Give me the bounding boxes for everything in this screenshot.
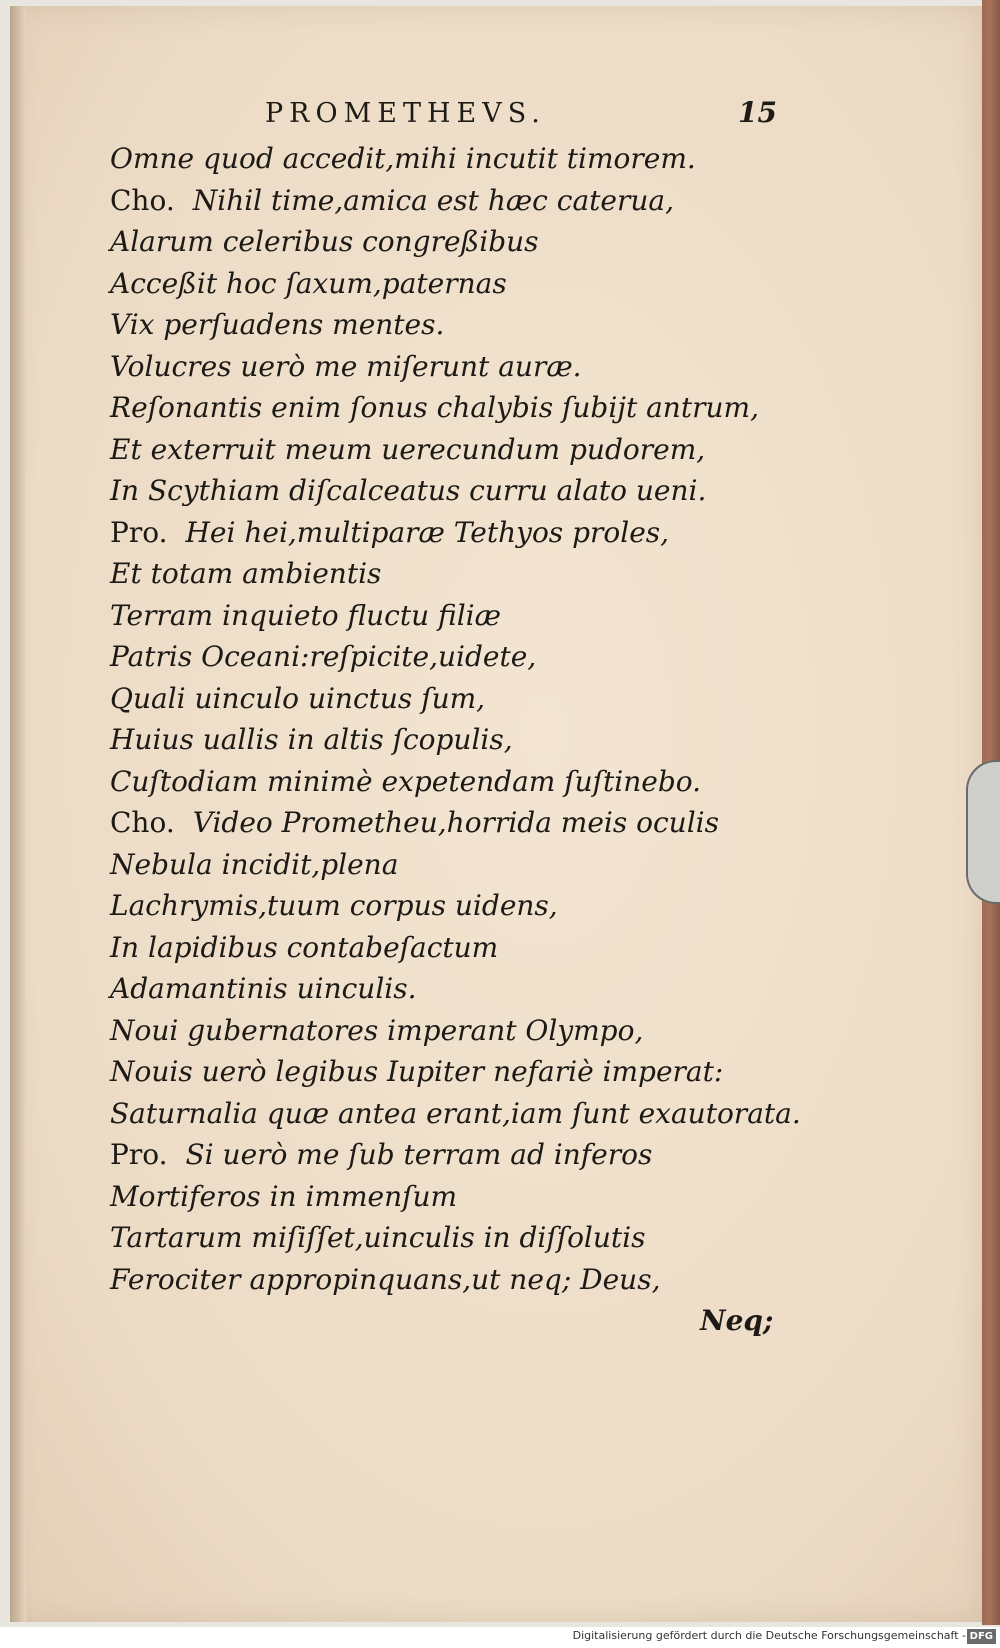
verse-line: [110, 512, 801, 554]
line-text: Adamantinis uinculis.: [110, 972, 417, 1005]
line-text: Et exterruit meum uerecundum pudorem,: [110, 432, 706, 466]
verse-line: [110, 1134, 801, 1176]
speaker-label: Cho.: [110, 806, 175, 839]
line-text: Nebula incidit,plena: [110, 847, 399, 881]
verse-line: [110, 138, 801, 180]
line-text: Si uerò me ſub terram ad inferos: [185, 1138, 653, 1171]
verse-line: [110, 761, 801, 803]
verse-line: [110, 1010, 801, 1052]
verse-line: [110, 968, 801, 1010]
running-head: PROMETHEVS.: [265, 98, 546, 129]
line-text: Acceßit hoc ſaxum,paternas: [110, 266, 507, 300]
line-text: Nouis uerò legibus Iupiter nefariè imperat:: [110, 1055, 724, 1088]
line-text: Mortiferos in immenſum: [110, 1179, 458, 1213]
line-text: Terram inquieto fluctu filiæ: [110, 598, 501, 632]
verse-line: [110, 221, 801, 263]
page-number: 15: [738, 96, 777, 129]
verse-line: [110, 1176, 801, 1218]
line-text: Hei hei,multiparæ Tethyos proles,: [185, 515, 670, 549]
line-text: Reſonantis enim ſonus chalybis ſubijt antrum,: [110, 391, 759, 424]
line-text: Lachrymis,tuum corpus uidens,: [110, 889, 558, 922]
line-text: Vix perſuadens mentes.: [110, 308, 445, 341]
page-leaf: [10, 6, 982, 1622]
line-text: Video Prometheu,horrida meis oculis: [192, 806, 719, 839]
line-text: In Scythiam diſcalceatus curru alato ueni.: [110, 474, 707, 507]
footer-credit: Digitalisierung gefördert durch die Deutsche Forschungsgemeinschaft -: [572, 1629, 966, 1642]
dfg-logo: DFG: [967, 1629, 996, 1644]
gutter-shadow: [10, 6, 26, 1622]
speaker-label: Cho.: [110, 183, 175, 217]
verse-line: [110, 553, 801, 595]
verse-line: [110, 1051, 801, 1093]
line-text: Ferociter appropinquans,ut neq; Deus,: [110, 1262, 661, 1296]
page-marker-tab: [966, 760, 1000, 904]
verse-line: [110, 927, 801, 969]
verse-line: [110, 595, 801, 637]
verse-line: [110, 1259, 801, 1301]
verse-text: [110, 138, 801, 1300]
line-text: Noui gubernatores imperant Olympo,: [110, 1013, 644, 1047]
verse-line: [110, 304, 801, 346]
line-text: Volucres uerò me miſerunt auræ.: [110, 349, 582, 383]
line-text: In lapidibus contabeſactum: [110, 930, 499, 964]
speaker-label: Pro.: [110, 1138, 168, 1171]
line-text: Tartarum miſiſſet,uinculis in diſſolutis: [110, 1221, 646, 1254]
speaker-label: Pro.: [110, 515, 168, 549]
line-text: Patris Oceani:reſpicite,uidete,: [110, 640, 537, 673]
line-text: Quali uinculo uinctus ſum,: [110, 681, 486, 715]
line-text: Nihil time,amica est hæc caterua,: [192, 183, 674, 217]
line-text: Omne quod accedit,mihi incutit timorem.: [110, 142, 696, 175]
verse-line: [110, 1217, 801, 1259]
line-text: Cuſtodiam minimè expetendam ſuſtinebo.: [110, 764, 702, 798]
verse-line: [110, 429, 801, 471]
verse-line: [110, 885, 801, 927]
verse-line: [110, 470, 801, 512]
catchword: Neq;: [700, 1304, 774, 1337]
line-text: Alarum celeribus congreßibus: [110, 225, 539, 258]
verse-line: [110, 678, 801, 720]
verse-line: [110, 263, 801, 305]
verse-line: [110, 719, 801, 761]
verse-line: [110, 346, 801, 388]
line-text: Huius uallis in altis ſcopulis,: [110, 723, 513, 756]
line-text: Et totam ambientis: [110, 557, 382, 590]
digitization-footer: [0, 1627, 1000, 1648]
verse-line: [110, 180, 801, 222]
verse-line: [110, 636, 801, 678]
verse-line: [110, 387, 801, 429]
verse-line: [110, 844, 801, 886]
verse-line: [110, 1093, 801, 1135]
verse-line: [110, 802, 801, 844]
line-text: Saturnalia quæ antea erant,iam ſunt exautorata.: [110, 1096, 801, 1130]
